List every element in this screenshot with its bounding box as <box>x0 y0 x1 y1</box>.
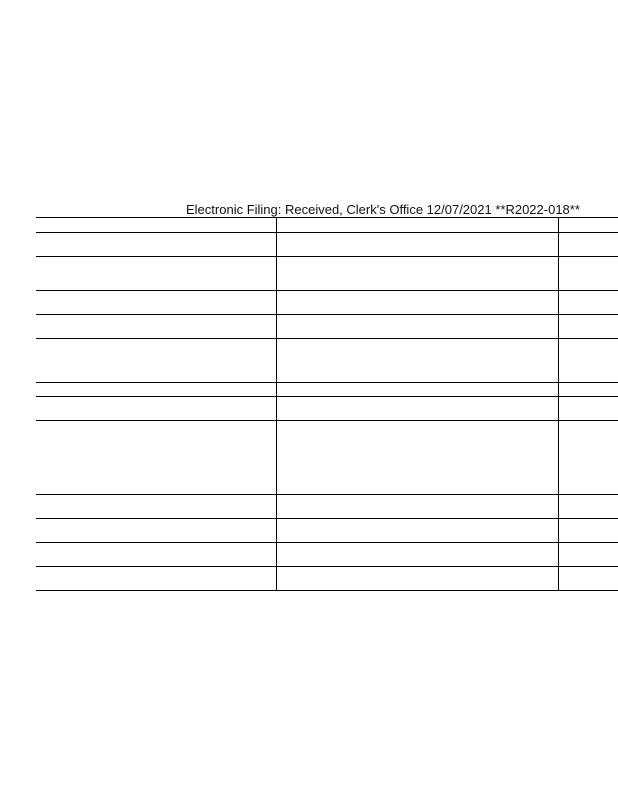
cell-notes <box>558 567 618 591</box>
cell-response <box>276 339 558 383</box>
cell-text-line <box>561 578 618 588</box>
cell-text-line <box>279 544 556 554</box>
cell-text-line <box>279 432 556 442</box>
cell-id <box>36 257 112 291</box>
cell-text-line <box>561 292 618 302</box>
cell-description <box>112 519 276 543</box>
cell-id <box>36 383 112 397</box>
cell-text-line <box>114 292 274 302</box>
cell-notes <box>558 257 618 291</box>
cell-text-line <box>38 244 110 254</box>
cell-notes <box>558 233 618 257</box>
cell-description <box>112 397 276 421</box>
cell-response <box>276 397 558 421</box>
cell-text-line <box>561 316 618 326</box>
cell-id <box>36 567 112 591</box>
cell-text-line <box>38 326 110 336</box>
cell-response <box>276 543 558 567</box>
filing-stamp: Electronic Filing: Received, Clerk's Office 12/07/2021 **R2022-018** <box>186 202 580 217</box>
cell-text-line <box>279 384 556 394</box>
table-header <box>36 218 618 233</box>
cell-text-line <box>38 292 110 302</box>
cell-text-line <box>114 316 274 326</box>
table-row <box>36 233 618 257</box>
cell-text-line <box>114 326 274 336</box>
cell-response <box>276 519 558 543</box>
cell-text-line <box>279 360 556 370</box>
cell-id <box>36 519 112 543</box>
cell-text-line <box>279 422 556 432</box>
cell-text-line <box>38 520 110 530</box>
cell-text-line <box>38 278 110 288</box>
cell-text-line <box>114 278 274 288</box>
cell-text-line <box>279 442 556 452</box>
cell-text-line <box>561 398 618 408</box>
cell-text-line <box>38 360 110 370</box>
cell-text-line <box>38 462 110 472</box>
cell-text-line <box>561 384 618 394</box>
cell-text-line <box>279 452 556 462</box>
cell-text-line <box>561 452 618 462</box>
cell-text-line <box>279 278 556 288</box>
cell-text-line <box>114 422 274 432</box>
cell-text-line <box>279 578 556 588</box>
cell-response <box>276 421 558 495</box>
cell-text-line <box>561 350 618 360</box>
cell-text-line <box>561 234 618 244</box>
cell-text-line <box>38 316 110 326</box>
cell-text-line <box>38 422 110 432</box>
document-table-container <box>36 217 618 762</box>
cell-text-line <box>561 544 618 554</box>
cell-text-line <box>279 568 556 578</box>
cell-text-line <box>38 544 110 554</box>
cell-id <box>36 315 112 339</box>
cell-response <box>276 291 558 315</box>
column-header <box>36 218 112 233</box>
cell-notes <box>558 421 618 495</box>
cell-text-line <box>114 462 274 472</box>
table-row <box>36 421 618 495</box>
cell-text-line <box>114 496 274 506</box>
cell-text-line <box>114 398 274 408</box>
cell-text-line <box>279 316 556 326</box>
cell-description <box>112 291 276 315</box>
cell-text-line <box>38 398 110 408</box>
table-row <box>36 567 618 591</box>
cell-text-line <box>561 496 618 506</box>
cell-text-line <box>279 244 556 254</box>
cell-text-line <box>279 326 556 336</box>
table-row <box>36 519 618 543</box>
cell-text-line <box>114 244 274 254</box>
column-header <box>276 218 558 233</box>
cell-text-line <box>114 258 274 268</box>
table-row <box>36 495 618 519</box>
cell-text-line <box>38 578 110 588</box>
document-table <box>36 217 618 591</box>
table-row <box>36 339 618 383</box>
table-row <box>36 315 618 339</box>
cell-text-line <box>38 384 110 394</box>
cell-text-line <box>114 520 274 530</box>
cell-text-line <box>114 350 274 360</box>
cell-description <box>112 383 276 397</box>
cell-text-line <box>279 520 556 530</box>
cell-text-line <box>279 340 556 350</box>
cell-description <box>112 339 276 383</box>
cell-notes <box>558 383 618 397</box>
cell-text-line <box>38 432 110 442</box>
cell-text-line <box>279 398 556 408</box>
cell-text-line <box>279 302 556 312</box>
cell-id <box>36 339 112 383</box>
cell-text-line <box>114 384 274 394</box>
cell-text-line <box>114 544 274 554</box>
column-header <box>558 218 618 233</box>
cell-text-line <box>38 568 110 578</box>
cell-text-line <box>561 244 618 254</box>
cell-text-line <box>114 442 274 452</box>
table-body <box>36 233 618 591</box>
cell-description <box>112 421 276 495</box>
cell-text-line <box>561 302 618 312</box>
cell-text-line <box>561 278 618 288</box>
cell-description <box>112 315 276 339</box>
cell-text-line <box>279 350 556 360</box>
cell-text-line <box>38 530 110 540</box>
table-row <box>36 543 618 567</box>
cell-description <box>112 495 276 519</box>
cell-response <box>276 495 558 519</box>
cell-response <box>276 567 558 591</box>
cell-text-line <box>38 350 110 360</box>
cell-text-line <box>561 360 618 370</box>
table-row <box>36 257 618 291</box>
cell-notes <box>558 291 618 315</box>
cell-text-line <box>561 554 618 564</box>
cell-text-line <box>279 408 556 418</box>
cell-description <box>112 233 276 257</box>
cell-text-line <box>279 496 556 506</box>
cell-text-line <box>561 568 618 578</box>
cell-id <box>36 291 112 315</box>
cell-response <box>276 315 558 339</box>
cell-text-line <box>279 268 556 278</box>
cell-notes <box>558 543 618 567</box>
cell-text-line <box>114 268 274 278</box>
cell-response <box>276 383 558 397</box>
cell-response <box>276 257 558 291</box>
cell-text-line <box>279 482 556 492</box>
cell-notes <box>558 495 618 519</box>
cell-text-line <box>114 530 274 540</box>
table-row <box>36 397 618 421</box>
cell-text-line <box>279 462 556 472</box>
cell-text-line <box>561 520 618 530</box>
cell-text-line <box>279 530 556 540</box>
cell-id <box>36 233 112 257</box>
cell-text-line <box>38 268 110 278</box>
cell-id <box>36 495 112 519</box>
cell-text-line <box>279 234 556 244</box>
cell-text-line <box>279 258 556 268</box>
cell-text-line <box>114 568 274 578</box>
cell-id <box>36 543 112 567</box>
cell-text-line <box>561 462 618 472</box>
cell-text-line <box>114 360 274 370</box>
cell-text-line <box>561 442 618 452</box>
cell-notes <box>558 397 618 421</box>
cell-text-line <box>38 234 110 244</box>
cell-notes <box>558 519 618 543</box>
cell-text-line <box>279 554 556 564</box>
cell-text-line <box>279 472 556 482</box>
cell-text-line <box>38 496 110 506</box>
cell-text-line <box>38 340 110 350</box>
cell-notes <box>558 315 618 339</box>
cell-id <box>36 421 112 495</box>
table-row <box>36 291 618 315</box>
cell-text-line <box>561 326 618 336</box>
cell-text-line <box>561 268 618 278</box>
cell-text-line <box>561 530 618 540</box>
cell-text-line <box>114 234 274 244</box>
cell-text-line <box>561 258 618 268</box>
cell-text-line <box>561 340 618 350</box>
cell-text-line <box>279 292 556 302</box>
cell-text-line <box>561 422 618 432</box>
cell-text-line <box>114 452 274 462</box>
cell-text-line <box>38 258 110 268</box>
cell-text-line <box>114 578 274 588</box>
cell-response <box>276 233 558 257</box>
cell-description <box>112 257 276 291</box>
cell-text-line <box>38 442 110 452</box>
cell-text-line <box>114 432 274 442</box>
cell-text-line <box>561 370 618 380</box>
cell-text-line <box>561 432 618 442</box>
cell-description <box>112 567 276 591</box>
table-row <box>36 383 618 397</box>
cell-text-line <box>279 506 556 516</box>
cell-notes <box>558 339 618 383</box>
cell-description <box>112 543 276 567</box>
column-header <box>112 218 276 233</box>
cell-text-line <box>114 340 274 350</box>
cell-id <box>36 397 112 421</box>
header-row <box>36 218 618 233</box>
cell-text-line <box>38 452 110 462</box>
cell-text-line <box>279 370 556 380</box>
